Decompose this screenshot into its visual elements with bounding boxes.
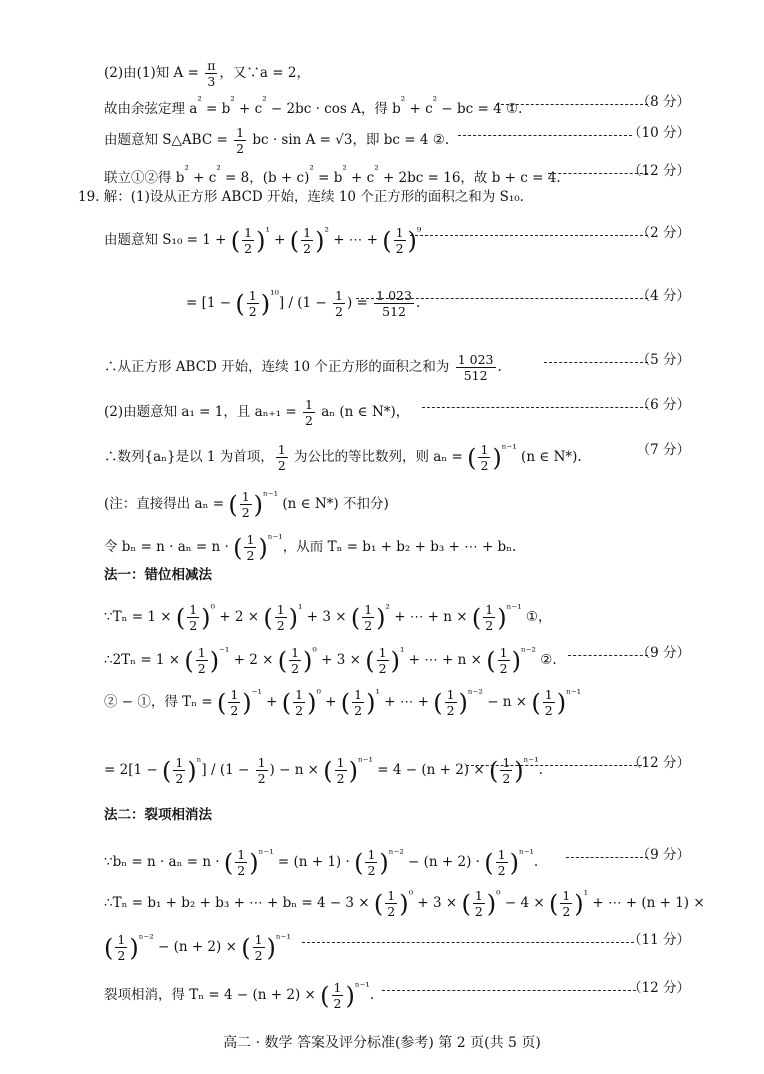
answer-line [0, 489, 764, 521]
line-text: 裂项相消，得 Tₙ = 4 − (n + 2) × ( 1 2 ) $^{^{n-1}}$. [104, 980, 375, 1012]
answer-line [0, 980, 764, 1012]
line-text: (注：直接得出 aₙ = ( 1 2 ) $^{^{n-1}}$ (n ∈ N*) 不扣分) [104, 489, 389, 521]
line-text: 故由余弦定理 $a^{^2} = b^{^2} + c^{^2} - 2bc \cdot \cos A$，得 $b^{^2} + c^{^2}$ − bc = 4 ①. [104, 94, 523, 117]
score-label: （9 分） [636, 847, 690, 863]
score-label: （10 分） [628, 125, 690, 141]
method-heading: 法二：裂项相消法 [104, 807, 212, 823]
answer-line [0, 755, 764, 787]
line-text: ∴从正方形 ABCD 开始，连续 10 个正方形的面积之和为 1 023 512 . [104, 352, 502, 384]
answer-line [0, 602, 764, 634]
answer-line [0, 189, 764, 205]
score-label: （8 分） [636, 94, 690, 110]
line-text: ∴2Tₙ = 1 × ( 1 2 ) $^{^{-1}}$ + 2 × ( 1 2 ) $^{^0}$ + 3 × ( 1 2 ) $^{^1}$ + ⋯ + n × ( 1 2 ) $^{^{n-2}}$ ②. [104, 645, 557, 677]
score-label: （5 分） [636, 352, 690, 368]
line-text: ( 1 2 ) $^{^{n-2}}$ − (n + 2) × ( 1 2 ) $^{^{n-1}}$ [104, 932, 291, 964]
answer-line [0, 125, 764, 157]
answer-line [0, 932, 764, 964]
line-text: = [1 − ( 1 2 ) $^{^{10}}$] / (1 − 1 2 ) = 1 023 512 . [186, 288, 421, 320]
score-label: （7 分） [636, 442, 690, 458]
line-text: ∴Tₙ = b₁ + b₂ + b₃ + ⋯ + bₙ = 4 − 3 × ( 1 2 ) $^{^0}$ + 3 × ( 1 2 ) $^{^0}$ − 4 × ( 1 2 ) $^{^1}$ + ⋯ + (n + 1) × [104, 888, 705, 920]
line-text: ∴数列{aₙ}是以 1 为首项， 1 2 为公比的等比数列，则 aₙ = ( 1 2 ) $^{^{n-1}}$ (n ∈ N*). [104, 442, 582, 474]
line-text: ② − ①，得 Tₙ = ( 1 2 ) $^{^{-1}}$ + ( 1 2 ) $^{^0}$ + ( 1 2 ) $^{^1}$ + ⋯ + ( 1 2 ) $^{^{n-2}}$ − n × ( 1 2 ) $^{^{n-1}}$ [104, 687, 582, 719]
answer-line [0, 888, 764, 920]
score-label: （9 分） [636, 645, 690, 661]
leader-dashes [410, 235, 648, 236]
line-text: 由题意知 S△ABC = 1 2 bc · sin A = √3，即 bc = 4 ②. [104, 125, 450, 157]
leader-dashes [458, 135, 632, 136]
score-label: （12 分） [628, 163, 690, 179]
score-label: （4 分） [636, 288, 690, 304]
leader-dashes [496, 104, 648, 105]
answer-line [0, 94, 764, 117]
method-heading: 法一：错位相减法 [104, 567, 212, 583]
page-footer: 高二 · 数学 答案及评分标准(参考) 第 2 页(共 5 页) [223, 1035, 541, 1051]
leader-dashes [544, 362, 648, 363]
answer-line [0, 397, 764, 429]
line-text: ∵Tₙ = 1 × ( 1 2 ) $^{^0}$ + 2 × ( 1 2 ) $^{^1}$ + 3 × ( 1 2 ) $^{^2}$ + ⋯ + n × ( 1 2 ) $^{^{n-1}}$ ①， [104, 602, 552, 634]
leader-dashes [422, 407, 648, 408]
answer-line [0, 352, 764, 384]
answer-line [0, 567, 764, 583]
line-text: 19. 解：(1)设从正方形 ABCD 开始，连续 10 个正方形的面积之和为 S₁₀. [78, 189, 524, 205]
line-text: (2)由题意知 a₁ = 1，且 aₙ₊₁ = 1 2 aₙ (n ∈ N*)， [104, 397, 410, 429]
answer-line [0, 532, 764, 564]
leader-dashes [356, 298, 648, 299]
answer-line [0, 807, 764, 823]
line-text: 由题意知 S₁₀ = 1 + ( 1 2 ) $^{^1}$ + ( 1 2 ) $^{^2}$ + ⋯ + ( 1 2 ) $^{^9}$ [104, 225, 422, 257]
line-text: 联立①②得 $b^{^2} + c^{^2} = 8$，$(b + c)^{^2} = b^{^2} + c^{^2} + 2bc = 16$，故 b + c = 4. [104, 163, 561, 186]
line-text: ∵bₙ = n · aₙ = n · ( 1 2 ) $^{^{n-1}}$ = (n + 1) · ( 1 2 ) $^{^{n-2}}$ − (n + 2) · ( 1 2 ) $^{^{n-1}}$. [104, 847, 539, 879]
answer-line [0, 847, 764, 879]
score-label: （11 分） [628, 932, 690, 948]
answer-line [0, 442, 764, 474]
line-text: (2)由(1)知 A = π 3 ，又∵a = 2， [104, 58, 310, 90]
leader-dashes [382, 990, 636, 991]
score-label: （6 分） [636, 397, 690, 413]
answer-line [0, 645, 764, 677]
score-label: （12 分） [628, 980, 690, 996]
line-text: = 2[1 − ( 1 2 ) $^{^n}$] / (1 − 1 2 ) − n × ( 1 2 ) $^{^{n-1}}$ = 4 − (n + 2) × ( 1 2 ) $^{^{n-1}}$. [104, 755, 543, 787]
leader-dashes [302, 942, 634, 943]
answer-line [0, 225, 764, 257]
answer-line [0, 163, 764, 186]
leader-dashes [466, 765, 642, 766]
score-label: （12 分） [628, 755, 690, 771]
answer-line [0, 687, 764, 719]
line-text: 令 bₙ = n · aₙ = n · ( 1 2 ) $^{^{n-1}}$，从而 Tₙ = b₁ + b₂ + b₃ + ⋯ + bₙ. [104, 532, 517, 564]
score-label: （2 分） [636, 225, 690, 241]
answer-line [0, 288, 764, 320]
answer-line [0, 58, 764, 90]
